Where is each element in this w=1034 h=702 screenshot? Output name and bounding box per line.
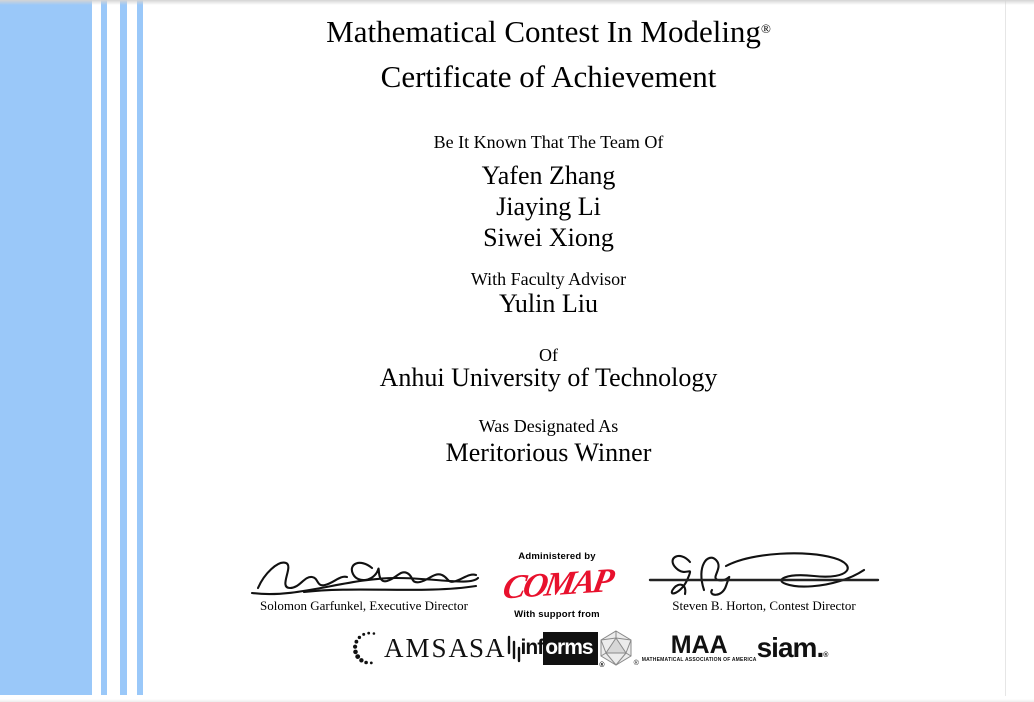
team-member-name: Siwei Xiong [483, 223, 614, 252]
team-member-name: Jiaying Li [496, 192, 601, 221]
ams-logo-text: AMS [384, 632, 449, 663]
award-name: Meritorious Winner [445, 438, 652, 467]
informs-registered-mark: ® [599, 661, 605, 669]
institution-name: Anhui University of Technology [379, 363, 718, 392]
sponsor-logo-row [348, 626, 828, 670]
comap-block [483, 551, 631, 620]
designation-label: Was Designated As [478, 416, 619, 436]
horton-signature-icon [648, 550, 880, 600]
maa-caption: MATHEMATICAL ASSOCIATION OF AMERICA [641, 657, 757, 663]
asa-logo-text: ASA [448, 632, 506, 663]
decorative-stripe-wide [0, 0, 92, 695]
informs-logo-text-left: inf [520, 636, 544, 659]
registered-trademark-mark: ® [760, 21, 771, 36]
team-member-name: Yafen Zhang [481, 161, 616, 190]
maa-logo [598, 629, 757, 667]
siam-period: . [816, 632, 824, 663]
page-top-edge-shadow [0, 0, 1034, 5]
garfunkel-signature-icon [248, 550, 480, 600]
comap-logo: COMAP [500, 562, 615, 607]
certificate-title [92, 10, 1005, 51]
team-intro-line: Be It Known That The Team Of [433, 132, 664, 152]
page-right-edge [1005, 0, 1006, 696]
contest-director-signature-block [648, 550, 880, 613]
certificate-subtitle: Certificate of Achievement [380, 59, 717, 94]
certificate-title-text: Mathematical Contest In Modeling [326, 14, 761, 49]
team-members-list [92, 160, 1005, 253]
siam-logo [757, 632, 828, 664]
advisor-label: With Faculty Advisor [470, 269, 627, 289]
asa-logo [449, 633, 521, 664]
asa-bars-icon [506, 633, 521, 663]
administered-by-label: Administered by [518, 551, 596, 562]
of-label: Of [539, 345, 558, 365]
maa-registered-mark: ® [633, 660, 639, 667]
ams-logo [348, 627, 449, 669]
siam-registered-mark: ® [823, 652, 828, 659]
contest-director-caption: Steven B. Horton, Contest Director [672, 598, 856, 613]
maa-logo-text: MAA [670, 631, 728, 659]
advisor-name: Yulin Liu [499, 289, 598, 318]
informs-logo [520, 632, 605, 669]
with-support-from-label: With support from [514, 609, 600, 620]
executive-director-signature-block [248, 550, 480, 613]
informs-logo-text-right: orms [543, 632, 597, 665]
ams-dots-icon [348, 627, 388, 669]
executive-director-caption: Solomon Garfunkel, Executive Director [260, 598, 468, 613]
siam-logo-text: siam [756, 632, 817, 663]
